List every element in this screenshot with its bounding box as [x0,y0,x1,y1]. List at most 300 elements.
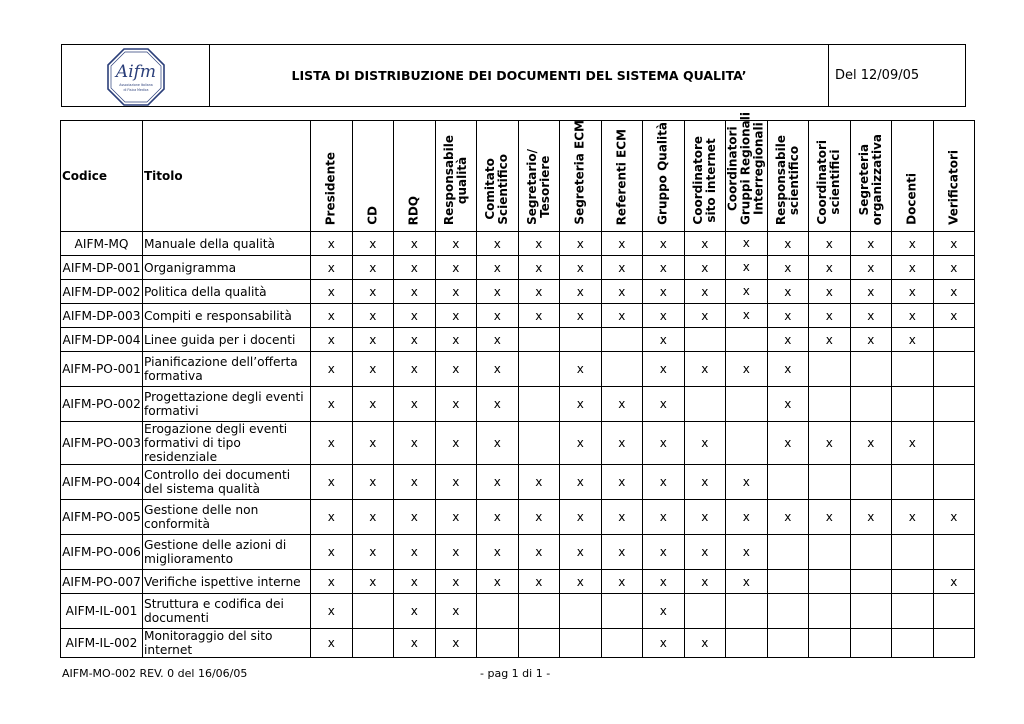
document-title-cell: Controllo dei documenti del sistema qualità [143,465,311,500]
distribution-mark: x [560,500,602,535]
distribution-mark: x [684,352,726,387]
distribution-mark [892,594,934,629]
table-row [61,629,975,658]
distribution-mark [684,328,726,352]
distribution-mark [560,629,602,658]
distribution-mark [933,594,975,629]
document-code: AIFM-PO-003 [61,422,143,465]
distribution-mark: x [892,328,934,352]
distribution-mark: x [933,500,975,535]
column-header-role [684,121,726,232]
distribution-mark: x [477,465,519,500]
distribution-mark [477,594,519,629]
table-row [61,500,975,535]
distribution-mark: x [726,500,768,535]
distribution-mark: x [435,465,477,500]
distribution-mark: x [394,570,436,594]
distribution-mark: x [850,304,892,328]
column-header-label: RDQ [406,195,421,225]
distribution-mark: x [684,570,726,594]
table-row [61,594,975,629]
distribution-mark: x [601,422,643,465]
distribution-mark: x [560,280,602,304]
distribution-mark: x [435,232,477,256]
distribution-mark [850,570,892,594]
distribution-mark [684,594,726,629]
distribution-mark: x [394,232,436,256]
distribution-mark: x [518,535,560,570]
distribution-mark: x [809,500,851,535]
column-header-role [352,121,394,232]
distribution-mark: x [684,304,726,328]
distribution-mark [933,387,975,422]
document-header [61,44,966,107]
distribution-mark: x [684,535,726,570]
document-title-cell: Monitoraggio del sito internet [143,629,311,658]
distribution-mark: x [477,535,519,570]
distribution-mark: x [435,594,477,629]
distribution-mark: x [933,256,975,280]
distribution-mark: x [601,465,643,500]
distribution-mark [892,387,934,422]
distribution-mark [933,465,975,500]
column-header-role [477,121,519,232]
distribution-mark: x [352,304,394,328]
distribution-mark: x [767,328,809,352]
distribution-mark: x [435,387,477,422]
distribution-mark [477,629,519,658]
distribution-mark: x [726,535,768,570]
distribution-mark [518,352,560,387]
column-header-label: Segreteria organizzativa [856,133,884,225]
column-header-role [518,121,560,232]
document-title-cell: Verifiche ispettive interne [143,570,311,594]
distribution-mark: x [435,328,477,352]
document-title-cell: Politica della qualità [143,280,311,304]
distribution-mark: x [352,256,394,280]
distribution-mark: x [394,629,436,658]
distribution-mark: x [394,387,436,422]
column-header-role [850,121,892,232]
distribution-mark: x [518,232,560,256]
distribution-mark: x [352,352,394,387]
document-code: AIFM-PO-005 [61,500,143,535]
distribution-mark [518,328,560,352]
distribution-mark [809,594,851,629]
document-code: AIFM-MQ [61,232,143,256]
distribution-mark: x [892,422,934,465]
document-code: AIFM-DP-002 [61,280,143,304]
distribution-mark [726,422,768,465]
column-header-role [725,112,768,232]
distribution-mark: x [560,304,602,328]
distribution-mark: x [809,256,851,280]
distribution-mark [518,629,560,658]
distribution-mark [933,328,975,352]
distribution-mark: x [643,629,685,658]
distribution-mark: x [394,422,436,465]
distribution-mark: x [560,465,602,500]
document-code: AIFM-DP-001 [61,256,143,280]
distribution-mark: x [933,232,975,256]
column-header-role [601,121,643,232]
distribution-mark: x [352,232,394,256]
distribution-mark: x [809,422,851,465]
document-code: AIFM-DP-003 [61,304,143,328]
distribution-mark: x [601,256,643,280]
distribution-mark: x [311,594,353,629]
document-title-cell: Organigramma [143,256,311,280]
distribution-mark: x [809,328,851,352]
distribution-mark: x [809,280,851,304]
distribution-mark: x [477,387,519,422]
distribution-mark: x [726,352,768,387]
distribution-mark: x [477,422,519,465]
distribution-mark [809,570,851,594]
distribution-mark: x [311,465,353,500]
distribution-mark: x [767,256,809,280]
table-row [61,352,975,387]
distribution-mark [518,594,560,629]
distribution-mark [601,352,643,387]
distribution-mark [352,594,394,629]
distribution-mark: x [352,387,394,422]
distribution-mark: x [809,232,851,256]
distribution-mark: x [435,570,477,594]
column-header-label: CD [365,206,380,225]
table-row [61,465,975,500]
distribution-mark [601,328,643,352]
distribution-mark: x [601,232,643,256]
distribution-mark: x [767,387,809,422]
table-row [61,280,975,304]
distribution-mark [809,535,851,570]
distribution-mark: x [477,352,519,387]
distribution-mark: x [435,304,477,328]
distribution-mark: x [643,535,685,570]
column-header-title: Titolo [143,121,311,232]
distribution-mark: x [560,422,602,465]
document-title-cell: Progettazione degli eventi formativi [143,387,311,422]
table-row [61,256,975,280]
distribution-mark: x [643,352,685,387]
distribution-mark [726,328,768,352]
distribution-mark: x [560,256,602,280]
distribution-mark [892,570,934,594]
distribution-mark: x [892,280,934,304]
column-header-role [767,121,809,232]
distribution-mark: x [477,500,519,535]
distribution-mark [684,387,726,422]
distribution-mark: x [643,422,685,465]
distribution-mark: x [850,280,892,304]
distribution-mark [518,422,560,465]
distribution-mark: x [601,387,643,422]
distribution-mark: x [311,280,353,304]
distribution-mark: x [560,535,602,570]
distribution-table [60,112,975,658]
column-header-label: Coordinatori scientifici [815,140,843,225]
distribution-mark [726,629,768,658]
distribution-mark: x [518,465,560,500]
distribution-mark [726,594,768,629]
distribution-mark: x [684,500,726,535]
logo-cell [62,45,210,106]
distribution-mark: x [352,465,394,500]
distribution-mark: x [352,280,394,304]
distribution-mark: x [850,500,892,535]
distribution-mark [767,594,809,629]
distribution-mark: x [477,232,519,256]
distribution-mark: x [684,232,726,256]
distribution-mark: x [477,304,519,328]
column-header-label: Responsabile qualità [441,134,469,225]
distribution-mark: x [435,256,477,280]
distribution-mark: x [352,328,394,352]
distribution-mark: x [435,280,477,304]
document-code: AIFM-DP-004 [61,328,143,352]
distribution-mark [767,465,809,500]
table-row [61,422,975,465]
distribution-mark [892,629,934,658]
distribution-mark: x [601,500,643,535]
distribution-mark: x [726,280,768,304]
distribution-mark: x [767,422,809,465]
document-date: Del 12/09/05 [835,68,920,83]
distribution-mark [850,387,892,422]
distribution-mark [850,629,892,658]
distribution-mark: x [726,256,768,280]
column-header-label: Referenti ECM [614,128,629,225]
distribution-mark: x [684,256,726,280]
distribution-mark: x [892,256,934,280]
distribution-mark: x [394,304,436,328]
column-header-label: Responsabile scientifico [773,134,801,225]
document-code: AIFM-PO-006 [61,535,143,570]
distribution-mark [892,465,934,500]
table-row [61,304,975,328]
distribution-mark: x [435,535,477,570]
distribution-mark: x [767,352,809,387]
column-header-label: Coordinatori Gruppi Regionali Interregionali [725,112,766,225]
distribution-mark: x [850,232,892,256]
distribution-mark: x [518,570,560,594]
distribution-mark: x [643,328,685,352]
distribution-mark: x [311,570,353,594]
column-header-label: Comitato Scientifico [483,154,511,225]
distribution-mark: x [560,387,602,422]
distribution-mark: x [767,232,809,256]
distribution-mark: x [311,535,353,570]
distribution-mark [352,629,394,658]
distribution-mark: x [933,304,975,328]
document-code: AIFM-PO-002 [61,387,143,422]
distribution-mark [850,594,892,629]
distribution-mark: x [643,387,685,422]
distribution-mark [809,387,851,422]
distribution-mark [560,328,602,352]
distribution-mark: x [643,280,685,304]
table-row [61,570,975,594]
distribution-mark [933,535,975,570]
distribution-mark: x [352,422,394,465]
distribution-mark: x [311,422,353,465]
distribution-mark [809,352,851,387]
column-header-role [809,121,851,232]
distribution-mark: x [311,629,353,658]
distribution-mark [767,629,809,658]
document-code: AIFM-IL-001 [61,594,143,629]
distribution-mark: x [560,570,602,594]
distribution-mark [933,629,975,658]
distribution-mark: x [394,594,436,629]
distribution-mark [518,387,560,422]
document-code: AIFM-IL-002 [61,629,143,658]
distribution-mark: x [601,535,643,570]
distribution-mark: x [518,280,560,304]
distribution-mark [601,629,643,658]
distribution-mark: x [601,280,643,304]
distribution-mark [850,465,892,500]
distribution-mark: x [850,328,892,352]
column-header-role [394,121,436,232]
distribution-mark: x [933,280,975,304]
distribution-mark: x [352,500,394,535]
distribution-mark: x [850,256,892,280]
distribution-mark [601,594,643,629]
distribution-mark: x [560,232,602,256]
distribution-mark: x [892,304,934,328]
svg-text:di Fisica Medica: di Fisica Medica [123,88,149,92]
distribution-mark: x [435,629,477,658]
distribution-mark: x [643,256,685,280]
distribution-mark: x [643,570,685,594]
distribution-mark [809,629,851,658]
column-header-label: Gruppo Qualità [655,122,670,225]
document-title-cell: Struttura e codifica dei documenti [143,594,311,629]
column-header-role [560,121,602,232]
document-title-cell: Linee guida per i docenti [143,328,311,352]
distribution-mark: x [311,304,353,328]
distribution-mark [767,535,809,570]
distribution-mark: x [435,500,477,535]
document-title-cell: Compiti e responsabilità [143,304,311,328]
column-header-label: Segretario/ Tesoriere [524,149,552,225]
distribution-mark: x [684,465,726,500]
distribution-mark [892,535,934,570]
distribution-mark [726,387,768,422]
column-header-role [933,121,975,232]
distribution-mark: x [809,304,851,328]
column-header-label: Presidente [323,151,338,225]
distribution-mark: x [394,500,436,535]
distribution-mark: x [518,256,560,280]
distribution-mark: x [892,500,934,535]
distribution-mark: x [477,328,519,352]
distribution-mark [850,352,892,387]
distribution-mark: x [643,465,685,500]
distribution-mark: x [311,232,353,256]
distribution-mark: x [435,352,477,387]
distribution-mark [933,352,975,387]
logo-text: Aifm [115,62,157,82]
column-header-label: Coordinatore sito internet [690,136,718,225]
distribution-mark: x [933,570,975,594]
table-row [61,328,975,352]
distribution-mark: x [394,535,436,570]
document-title-cell: Erogazione degli eventi formativi di tipo residenziale [143,422,311,465]
column-header-label: Docenti [904,173,919,225]
distribution-mark [892,352,934,387]
distribution-mark: x [352,570,394,594]
distribution-mark: x [477,256,519,280]
distribution-mark: x [311,328,353,352]
distribution-mark: x [726,232,768,256]
distribution-mark: x [394,465,436,500]
svg-text:Associazione Italiana: Associazione Italiana [119,83,153,87]
column-header-role [892,121,934,232]
distribution-mark: x [767,280,809,304]
distribution-mark: x [684,629,726,658]
distribution-mark: x [726,304,768,328]
document-title-cell: Gestione delle azioni di miglioramento [143,535,311,570]
distribution-mark: x [518,304,560,328]
distribution-mark: x [560,352,602,387]
distribution-mark [850,535,892,570]
distribution-mark: x [435,422,477,465]
column-header-role [311,121,353,232]
column-header-label: Verificatori [946,150,961,225]
distribution-mark: x [601,304,643,328]
document-title-cell: Pianificazione dell’offerta formativa [143,352,311,387]
document-code: AIFM-PO-001 [61,352,143,387]
distribution-mark: x [352,535,394,570]
distribution-mark: x [311,352,353,387]
distribution-mark: x [726,465,768,500]
distribution-mark: x [643,232,685,256]
table-row [61,387,975,422]
column-header-code: Codice [61,121,143,232]
distribution-mark: x [394,256,436,280]
distribution-mark: x [394,280,436,304]
distribution-mark: x [643,594,685,629]
document-title-cell: Gestione delle non conformità [143,500,311,535]
table-row [61,232,975,256]
distribution-mark: x [850,422,892,465]
footer-doc-ref: AIFM-MO-002 REV. 0 del 16/06/05 [62,667,248,680]
distribution-mark: x [684,280,726,304]
distribution-mark: x [394,328,436,352]
distribution-mark: x [518,500,560,535]
table-header-row [61,121,975,232]
distribution-mark [560,594,602,629]
distribution-mark: x [477,280,519,304]
footer-page-number: - pag 1 di 1 - [480,667,551,680]
column-header-role [435,121,477,232]
distribution-mark: x [726,570,768,594]
column-header-label: Segreteria ECM [572,120,587,225]
distribution-mark: x [684,422,726,465]
distribution-mark: x [767,304,809,328]
aifm-logo [107,48,165,106]
column-header-role [643,121,685,232]
distribution-mark: x [601,570,643,594]
document-code: AIFM-PO-004 [61,465,143,500]
distribution-mark: x [311,500,353,535]
distribution-mark [767,570,809,594]
distribution-mark: x [477,570,519,594]
distribution-mark: x [311,387,353,422]
